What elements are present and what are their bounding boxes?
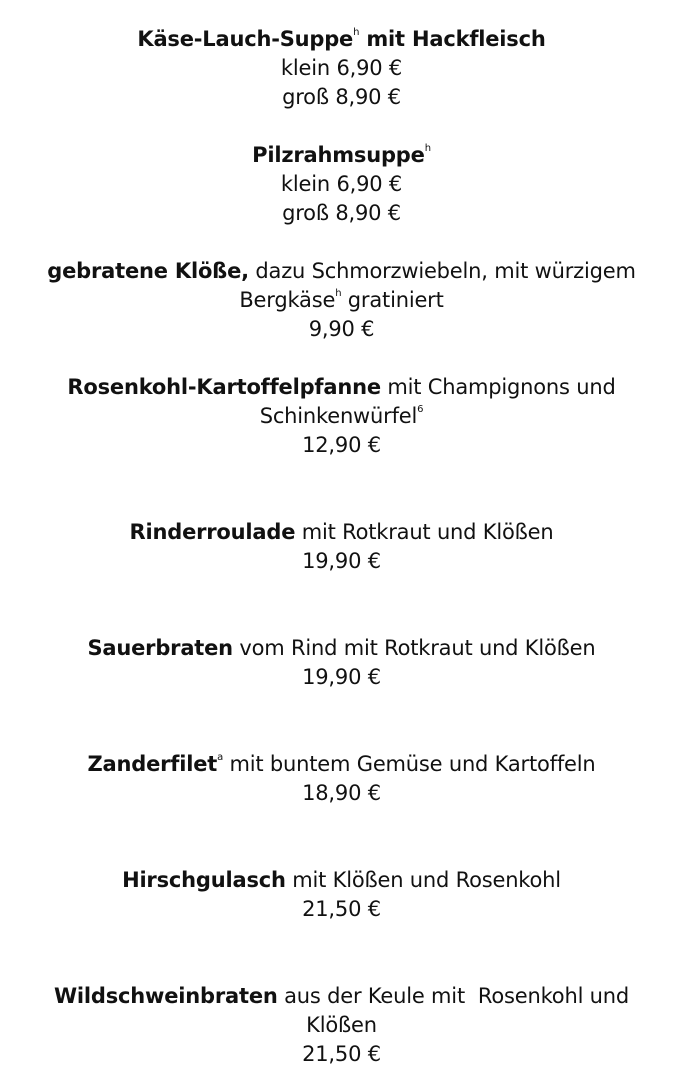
menu-item [0, 25, 683, 112]
dish-name: Rosenkohl-Kartoffelpfanne [67, 375, 381, 399]
dish-title-line [0, 25, 683, 54]
dish-title-line [0, 373, 683, 402]
price-large: groß 8,90 € [282, 201, 401, 225]
dish-title-line [0, 634, 683, 663]
dish-description-line [0, 286, 683, 315]
price: 9,90 € [308, 317, 375, 341]
price-large: groß 8,90 € [282, 85, 401, 109]
dish-name: Käse-Lauch-Suppe [137, 27, 354, 51]
price: 18,90 € [302, 781, 381, 805]
price: 21,50 € [302, 897, 381, 921]
menu-item [0, 257, 683, 344]
dish-description: Bergkäse [239, 288, 336, 312]
price: 19,90 € [302, 665, 381, 689]
dish-title-line [0, 141, 683, 170]
dish-description: vom Rind mit Rotkraut und Klößen [232, 636, 596, 660]
dish-name: Zanderfilet [87, 752, 218, 776]
dish-description: mit buntem Gemüse und Kartoffeln [223, 752, 596, 776]
dish-name: gebratene Klöße, [47, 259, 249, 283]
dish-title-line [0, 866, 683, 895]
dish-description: Schinkenwürfel [259, 404, 418, 428]
dish-title-line [0, 982, 683, 1011]
dish-name-rest: mit Hackfleisch [359, 27, 546, 51]
allergen-mark: h [335, 288, 342, 299]
dish-title-line [0, 257, 683, 286]
menu-item [0, 141, 683, 228]
dish-description: mit Klößen und Rosenkohl [285, 868, 561, 892]
dish-name: Rinderroulade [129, 520, 296, 544]
menu-item [0, 634, 683, 692]
allergen-mark: 6 [417, 404, 424, 415]
dish-title-line [0, 750, 683, 779]
price: 21,50 € [302, 1042, 381, 1066]
menu-item [0, 982, 683, 1069]
menu-item [0, 518, 683, 576]
menu-item [0, 750, 683, 808]
price: 12,90 € [302, 433, 381, 457]
allergen-mark: a [217, 752, 224, 763]
dish-description: dazu Schmorzwiebeln, mit würzigem [248, 259, 636, 283]
dish-description: gratiniert [341, 288, 444, 312]
allergen-mark: h [424, 143, 431, 154]
menu-item [0, 373, 683, 460]
price-small: klein 6,90 € [280, 56, 403, 80]
allergen-mark: h [353, 27, 360, 38]
dish-name: Hirschgulasch [122, 868, 286, 892]
dish-name: Pilzrahmsuppe [252, 143, 425, 167]
dish-description-line: Klößen [306, 1013, 377, 1037]
dish-name: Wildschweinbraten [53, 984, 278, 1008]
price-small: klein 6,90 € [280, 172, 403, 196]
dish-title-line [0, 518, 683, 547]
dish-description: mit Rotkraut und Klößen [295, 520, 554, 544]
dish-description: aus der Keule mit Rosenkohl und [277, 984, 630, 1008]
menu-item [0, 866, 683, 924]
price: 19,90 € [302, 549, 381, 573]
dish-description-line [0, 402, 683, 431]
dish-description: mit Champignons und [380, 375, 616, 399]
dish-name: Sauerbraten [87, 636, 233, 660]
